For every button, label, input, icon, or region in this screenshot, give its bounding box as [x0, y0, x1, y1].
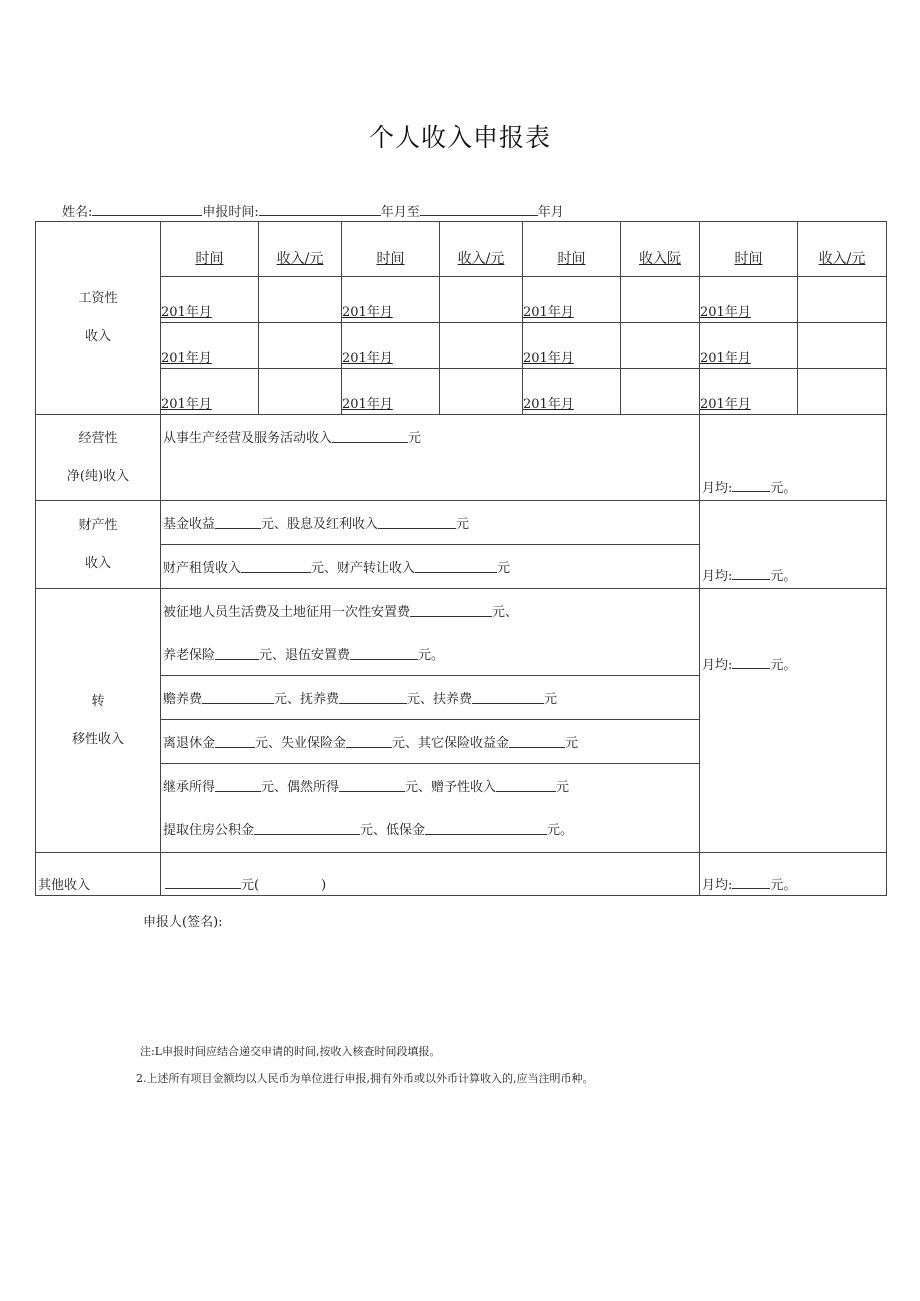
property-avg-field[interactable]	[732, 568, 770, 580]
windfall-field[interactable]	[339, 780, 405, 792]
time-from-field[interactable]	[259, 203, 381, 216]
name-label: 姓名:	[62, 205, 93, 220]
time-header: 时间	[700, 222, 798, 277]
property-monthly-avg: 月均: 元。	[700, 501, 887, 589]
wage-amount-cell[interactable]	[440, 277, 523, 323]
wage-date-cell[interactable]: 201年月	[700, 323, 798, 369]
property-detail: 基金收益 元、股息及红利收入 元 财产租赁收入 元、财产转让收入 元	[161, 501, 700, 589]
wage-date-cell[interactable]: 201年月	[342, 277, 440, 323]
income-header: 收入阮	[621, 222, 700, 277]
other-avg-field[interactable]	[732, 877, 770, 889]
wage-amount-cell[interactable]	[259, 323, 342, 369]
note-1: 注:L申报时间应结合递交申请的时间,按收入核查时间段填报。	[140, 1045, 441, 1058]
dividend-field[interactable]	[378, 517, 456, 529]
page-title: 个人收入申报表	[368, 123, 551, 152]
fund-income-field[interactable]	[215, 517, 261, 529]
income-form-table	[35, 221, 887, 896]
business-income-field[interactable]	[332, 431, 408, 443]
other-insurance-field[interactable]	[509, 736, 565, 748]
land-comp-field[interactable]	[410, 605, 492, 617]
inheritance-field[interactable]	[215, 780, 261, 792]
housing-fund-field[interactable]	[254, 823, 360, 835]
wage-date-cell[interactable]: 201年月	[700, 369, 798, 415]
wage-amount-cell[interactable]	[798, 277, 887, 323]
wage-date-cell[interactable]: 201年月	[523, 369, 621, 415]
other-row	[36, 853, 887, 896]
wage-amount-cell[interactable]	[259, 369, 342, 415]
property-row	[36, 501, 887, 589]
transfer-monthly-avg: 月均: 元。	[700, 589, 887, 853]
time-to-field[interactable]	[420, 203, 538, 216]
wage-date-cell[interactable]: 201年月	[161, 369, 259, 415]
wage-label: 工资性 收入	[36, 222, 161, 415]
wage-amount-cell[interactable]	[259, 277, 342, 323]
wage-row	[36, 323, 887, 369]
transfer-avg-field[interactable]	[732, 657, 770, 669]
other-income-field[interactable]	[165, 877, 241, 889]
transfer-label: 转 移性收入	[36, 589, 161, 853]
pension-field[interactable]	[215, 648, 259, 660]
property-label: 财产性 收入	[36, 501, 161, 589]
business-monthly-avg: 月均: 元。	[700, 415, 887, 501]
wage-date-cell[interactable]: 201年月	[342, 369, 440, 415]
support-parents-field[interactable]	[202, 692, 274, 704]
income-header: 收入/元	[259, 222, 342, 277]
year-month-to: 年月	[537, 205, 564, 220]
wage-amount-cell[interactable]	[621, 323, 700, 369]
other-monthly-avg: 月均: 元。	[700, 853, 887, 896]
time-label: 申报时间:	[202, 205, 259, 220]
income-header: 收入/元	[798, 222, 887, 277]
gift-income-field[interactable]	[496, 780, 556, 792]
wage-row	[36, 277, 887, 323]
name-field[interactable]	[92, 203, 202, 216]
wage-date-cell[interactable]: 201年月	[161, 277, 259, 323]
unemployment-field[interactable]	[346, 736, 392, 748]
wage-amount-cell[interactable]	[440, 323, 523, 369]
other-detail: 元( )	[161, 853, 700, 896]
wage-amount-cell[interactable]	[798, 323, 887, 369]
business-detail: 从事生产经营及服务活动收入 元	[161, 415, 700, 501]
income-header: 收入/元	[440, 222, 523, 277]
note-2: 2.上述所有项目金额均以人民币为单位进行申报,拥有外币或以外币计算收入的,应当注明币种。	[136, 1072, 594, 1085]
veteran-field[interactable]	[350, 648, 418, 660]
dependent-support-field[interactable]	[472, 692, 544, 704]
child-support-field[interactable]	[339, 692, 407, 704]
transfer-field[interactable]	[415, 561, 497, 573]
wage-date-cell[interactable]: 201年月	[523, 277, 621, 323]
time-header: 时间	[523, 222, 621, 277]
business-row	[36, 415, 887, 501]
wage-amount-cell[interactable]	[440, 369, 523, 415]
wage-row	[36, 369, 887, 415]
wage-date-cell[interactable]: 201年月	[523, 323, 621, 369]
transfer-row	[36, 589, 887, 853]
wage-amount-cell[interactable]	[798, 369, 887, 415]
wage-date-cell[interactable]: 201年月	[342, 323, 440, 369]
rental-field[interactable]	[241, 561, 311, 573]
wage-amount-cell[interactable]	[621, 277, 700, 323]
retirement-field[interactable]	[215, 736, 255, 748]
time-header: 时间	[161, 222, 259, 277]
business-label: 经营性 净(纯)收入	[36, 415, 161, 501]
wage-amount-cell[interactable]	[621, 369, 700, 415]
signer-label: 申报人(签名):	[143, 915, 223, 930]
time-header: 时间	[342, 222, 440, 277]
transfer-detail: 被征地人员生活费及土地征用一次性安置费 元、 养老保险 元、退伍安置费 元。 赡养费 元、抚养费 元、扶养费 元 离退休金 元、失业保险金 元、其它保险收益金 元 继承所得 元、偶然所得 元、赠予性收入 元 提取住房公积金 元、低保金 元。	[161, 589, 700, 853]
subsistence-field[interactable]	[425, 823, 547, 835]
wage-date-cell[interactable]: 201年月	[161, 323, 259, 369]
other-label: 其他收入	[36, 853, 161, 896]
year-month-from: 年月至	[380, 205, 420, 220]
header-line	[62, 201, 564, 220]
wage-date-cell[interactable]: 201年月	[700, 277, 798, 323]
business-avg-field[interactable]	[732, 480, 770, 492]
